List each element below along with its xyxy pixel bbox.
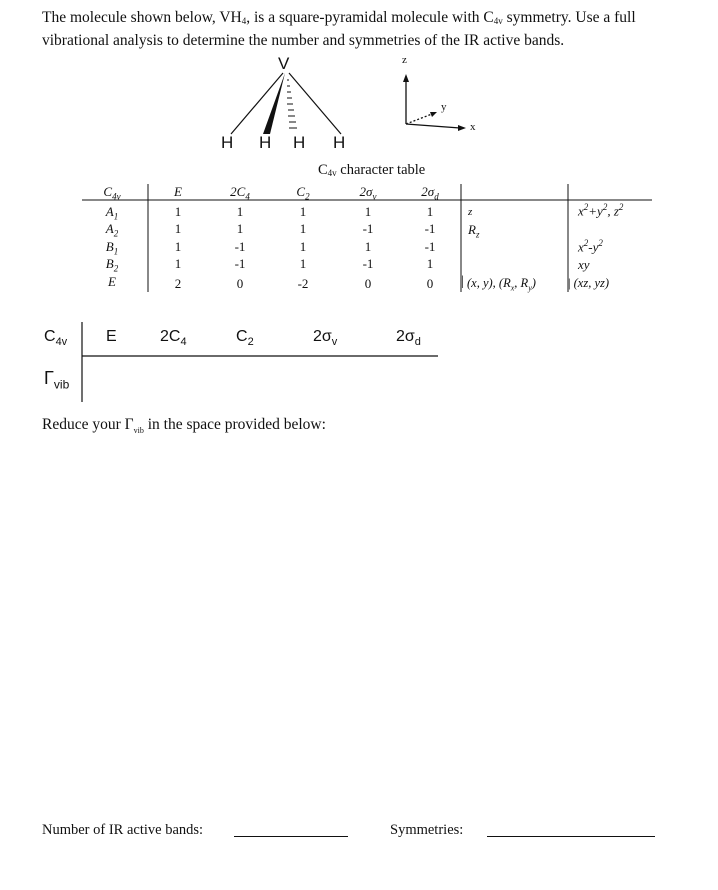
ct-header-2sd: $2\sigma_d$ xyxy=(421,184,439,202)
ct-quad-b2: xy xyxy=(578,257,590,272)
reducible-header-2sd: $2\sigma_d$ xyxy=(396,328,421,349)
ct-cell: 1 xyxy=(174,239,182,254)
ct-cell: -1 xyxy=(424,221,436,236)
ct-irrep-b2: $B_2$ xyxy=(105,256,119,274)
ct-cell: 1 xyxy=(364,239,372,254)
ct-cell: 1 xyxy=(426,256,434,271)
reduce-instruction: Reduce your $\Gamma_{vib}$ in the space provided below: xyxy=(42,416,326,436)
atom-h-2: H xyxy=(259,133,272,152)
ct-cell: -1 xyxy=(362,221,374,236)
ct-cell: 1 xyxy=(299,256,307,271)
ir-bands-answer-line[interactable] xyxy=(234,836,348,837)
ct-header-e: E xyxy=(174,184,182,199)
ct-cell: -1 xyxy=(234,239,246,254)
reducible-table-lines xyxy=(0,0,718,420)
ct-cell: 1 xyxy=(299,221,307,236)
ct-linear-a2: $R_z$ xyxy=(468,222,480,240)
ct-cell: 1 xyxy=(236,221,244,236)
ct-irrep-e: E xyxy=(108,274,116,289)
reducible-header-c2: $C_2$ xyxy=(236,328,254,349)
ct-cell: 1 xyxy=(299,239,307,254)
ct-header-group: $C_{4v}$ xyxy=(103,184,121,202)
ct-cell: -1 xyxy=(362,256,374,271)
ct-cell: 1 xyxy=(174,204,182,219)
ir-bands-label: Number of IR active bands: xyxy=(42,822,204,838)
atom-h-4: H xyxy=(333,133,346,152)
ct-cell: -1 xyxy=(424,239,436,254)
axis-x-label: x xyxy=(470,121,476,133)
ct-linear-e: (x, y), ($R_x$, $R_y$) xyxy=(467,276,536,293)
ct-irrep-a2: $A_2$ xyxy=(105,221,119,239)
ct-quad-a1: $x^2+y^2$, $z^2$ xyxy=(578,202,624,219)
character-table-title: $C_{4v}$ character table xyxy=(318,162,426,178)
ct-irrep-b1: $B_1$ xyxy=(105,239,119,257)
ct-quad-b1: $x^2-y^2$ xyxy=(578,238,603,255)
reducible-header-e: E xyxy=(106,328,117,345)
ct-irrep-a1: $A_1$ xyxy=(105,204,119,222)
ct-cell: -1 xyxy=(234,256,246,271)
symmetries-answer-line[interactable] xyxy=(487,836,655,837)
gamma-vib-label: $\Gamma_{vib}$ xyxy=(44,368,70,392)
ct-header-2sv: $2\sigma_v$ xyxy=(359,184,377,202)
ct-cell: 1 xyxy=(174,221,182,236)
ct-bar: | xyxy=(461,274,464,289)
reducible-header-2c4: $2C_4$ xyxy=(160,328,187,349)
ct-cell: 1 xyxy=(299,204,307,219)
reducible-group-label: $C_{4v}$ xyxy=(44,328,68,349)
ct-cell: 1 xyxy=(174,256,182,271)
reducible-header-2sv: $2\sigma_v$ xyxy=(313,328,338,349)
atom-h-3: H xyxy=(293,133,306,152)
ct-linear-a1: z xyxy=(468,206,473,218)
ct-cell: 1 xyxy=(236,204,244,219)
ct-cell: 0 xyxy=(236,276,244,291)
ct-header-2c4: $2C_4$ xyxy=(230,184,250,202)
axis-z-label: z xyxy=(402,54,407,66)
atom-h-1: H xyxy=(221,133,234,152)
ct-cell: 0 xyxy=(364,276,372,291)
ct-cell: 0 xyxy=(426,276,434,291)
ct-cell: -2 xyxy=(297,276,309,291)
axis-y-label: y xyxy=(441,101,447,113)
ct-quad-e: | (xz, yz) xyxy=(568,276,610,290)
symmetries-label: Symmetries: xyxy=(390,822,464,838)
atom-v: V xyxy=(278,54,290,73)
problem-statement: The molecule shown below, $VH_4$, is a square-pyramidal molecule with $C_{4v}$ symmetry. Use a full vibrational analysis to determine the number and symmetries of the IR active bands. xyxy=(42,9,636,49)
ct-cell: 1 xyxy=(426,204,434,219)
ct-header-c2: $C_2$ xyxy=(296,184,310,202)
ct-cell: 1 xyxy=(364,204,372,219)
ct-cell: 2 xyxy=(174,276,182,291)
